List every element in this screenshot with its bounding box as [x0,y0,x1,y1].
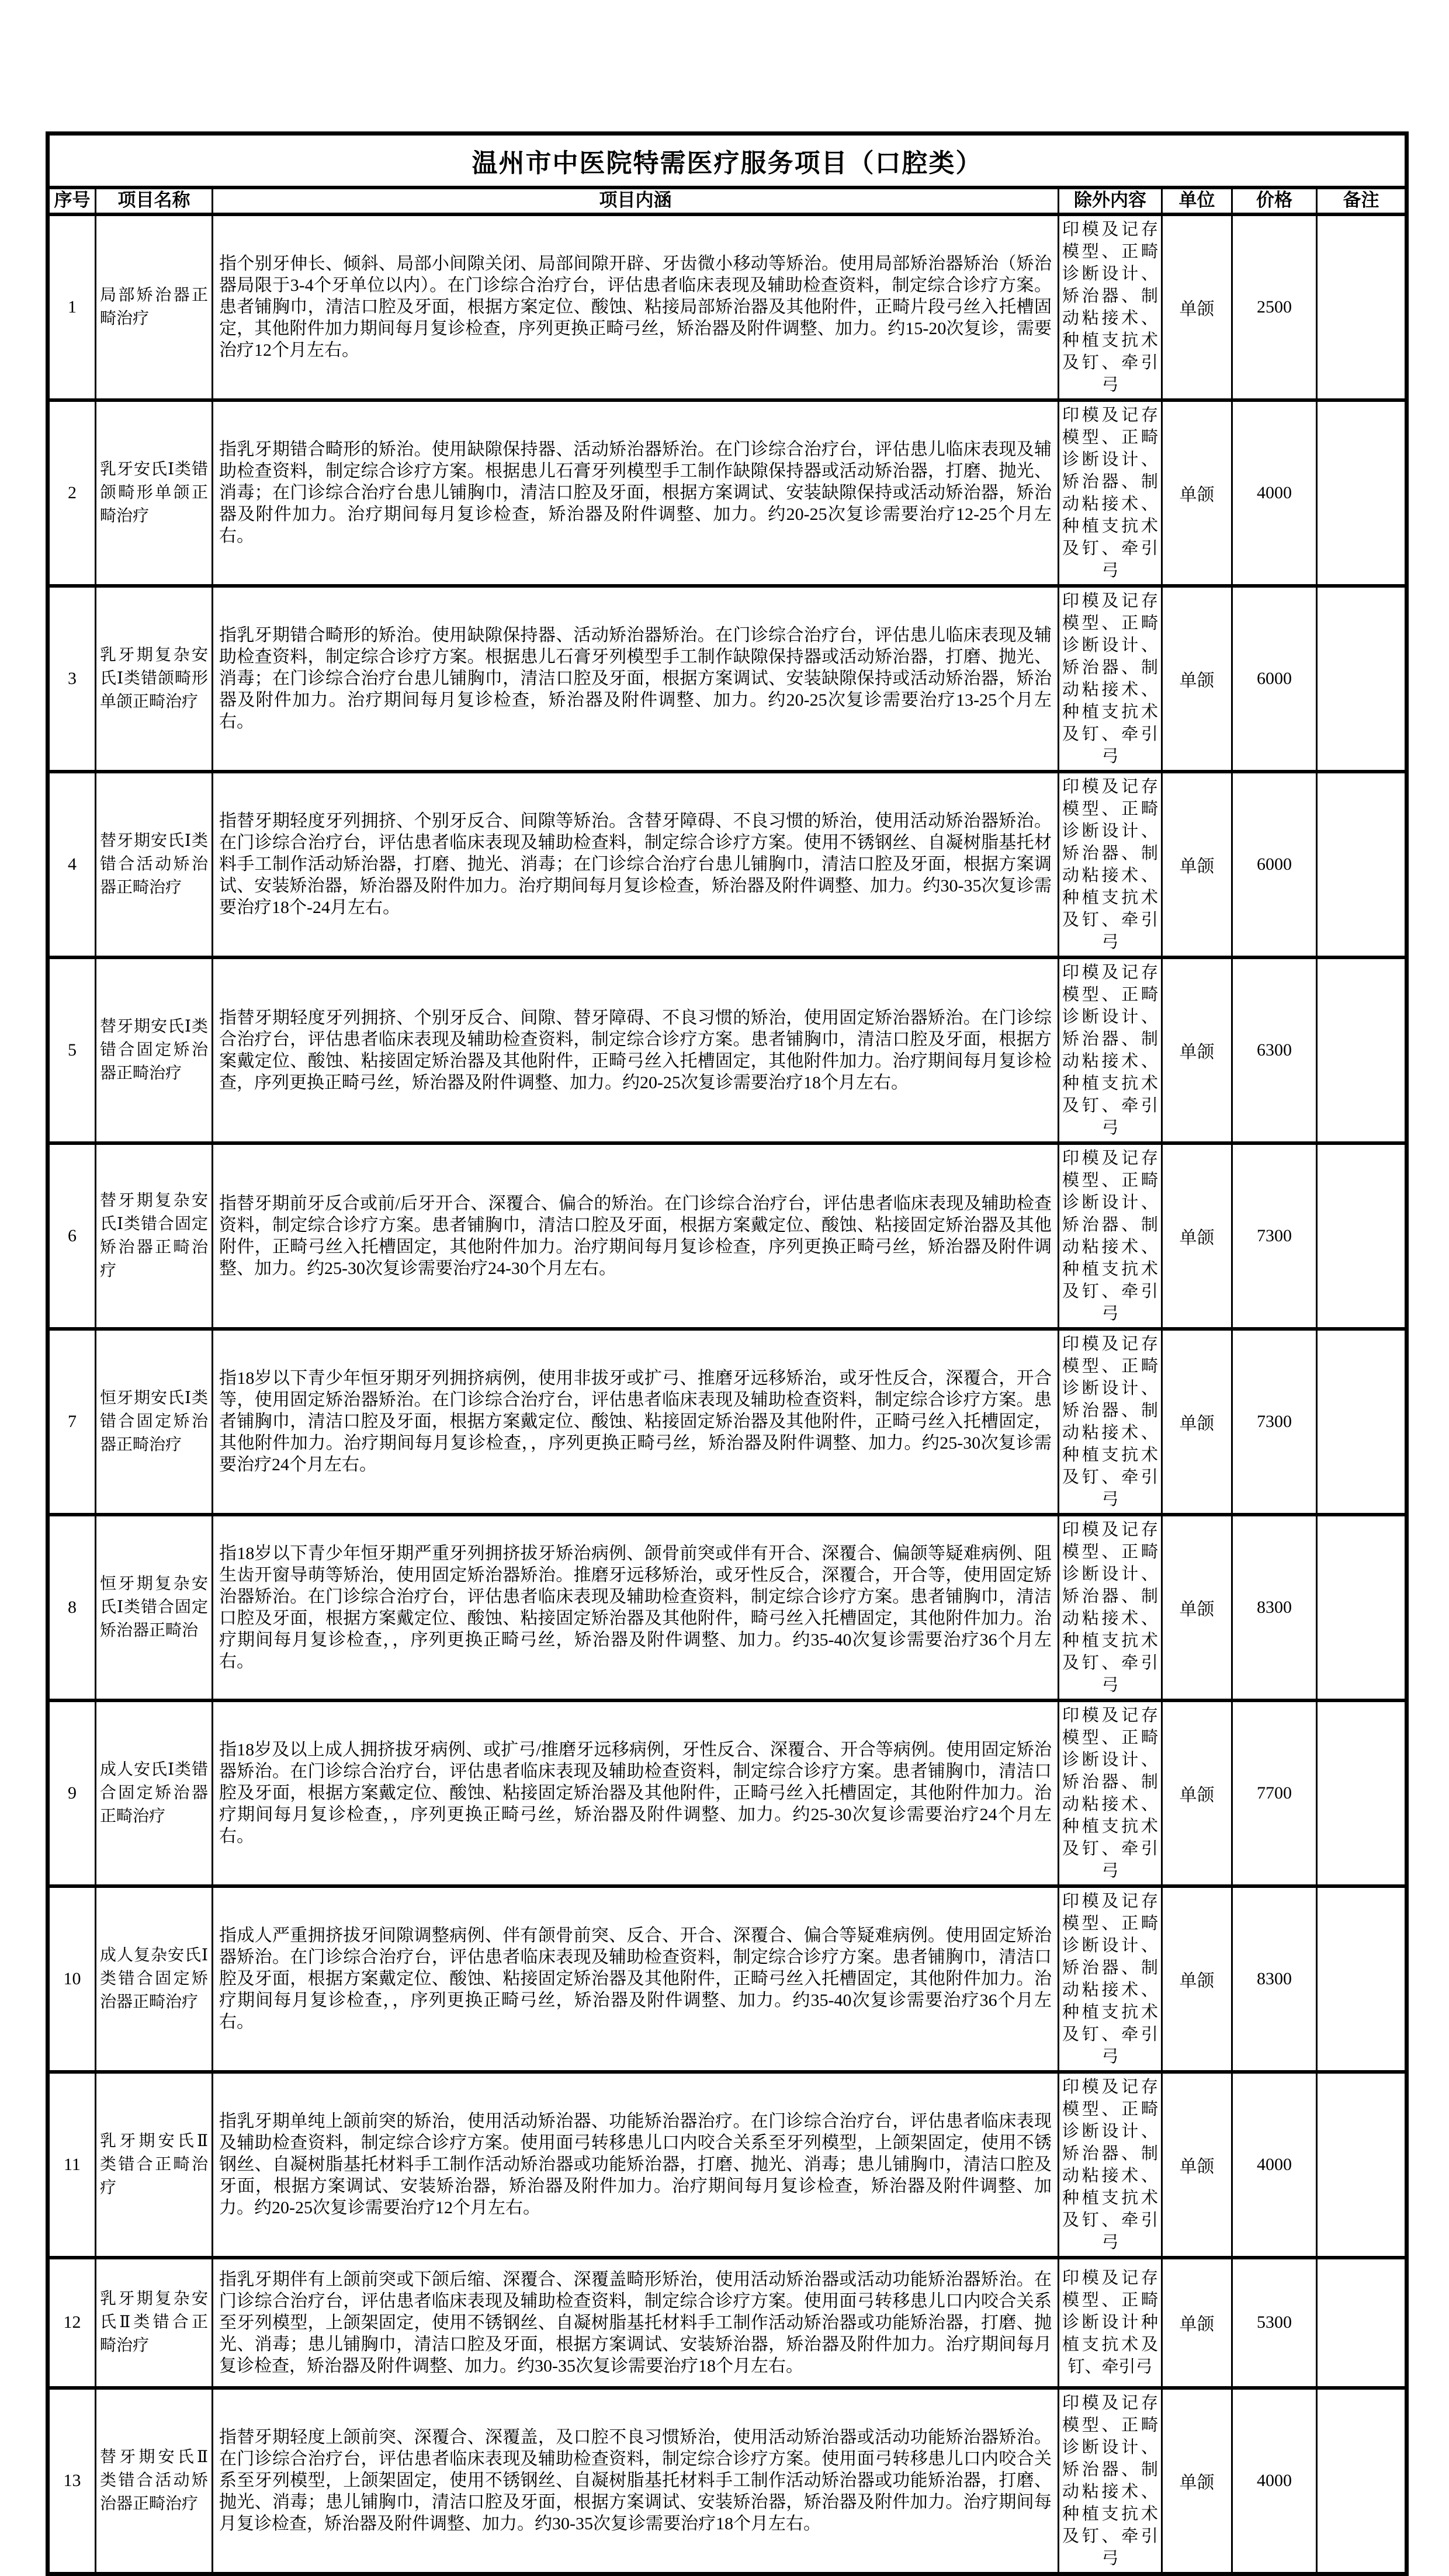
item-remark [1317,214,1407,400]
row-number: 2 [48,400,96,586]
item-content: 指乳牙期伴有上颌前突或下颌后缩、深覆合、深覆盖畸形矫治，使用活动矫治器或活动功能矫治器矫治。在门诊综合治疗台，评估患者临床表现及辅助检查资料，制定综合诊疗方案。使用面弓转移患儿口内咬合关系至牙列模型，上颌架固定，使用不锈钢丝、自凝树脂基托材料手工制作活动矫治器或功能矫治器，打磨、抛光、消毒；患儿铺胸巾，清洁口腔及牙面，根据方案调试、安装矫治器，矫治器及附件加力。治疗期间每月复诊检查，矫治器及附件调整、加力。约30-35次复诊需要治疗18个月左右。 [213,2258,1059,2388]
item-remark [1317,1329,1407,1515]
item-unit: 单颌 [1162,1329,1232,1515]
item-exclusion: 印模及记存模型、正畸诊断设计、矫治器、制动粘接术、种植支抗术及钉、牵引弓 [1059,1515,1162,1700]
table-row [48,1700,1407,1886]
table-header-row [48,188,1407,214]
row-number: 4 [48,772,96,957]
item-exclusion: 印模及记存模型、正畸诊断设计、矫治器、制动粘接术、种植支抗术及钉、牵引弓 [1059,400,1162,586]
item-content: 指18岁以下青少年恒牙期牙列拥挤病例，使用非拔牙或扩弓、推磨牙远移矫治，或牙性反合，深覆合，开合等，使用固定矫治器矫治。在门诊综合治疗台，评估患者临床表现及辅助检查资料，制定综合诊疗方案。患者铺胸巾，清洁口腔及牙面，根据方案戴定位、酸蚀、粘接固定矫治器及其他附件，正畸弓丝入托槽固定，其他附件加力。治疗期间每月复诊检查，，序列更换正畸弓丝，矫治器及附件调整、加力。约25-30次复诊需要治疗24个月左右。 [213,1329,1059,1515]
table-row [48,1515,1407,1700]
item-content: 指替牙期轻度牙列拥挤、个别牙反合、间隙、替牙障碍、不良习惯的矫治，使用固定矫治器矫治。在门诊综合治疗台，评估患者临床表现及辅助检查资料，制定综合诊疗方案。患者铺胸巾，清洁口腔及牙面，根据方案戴定位、酸蚀、粘接固定矫治器及其他附件，正畸弓丝入托槽固定，其他附件加力。治疗期间每月复诊检查，序列更换正畸弓丝，矫治器及附件调整、加力。约20-25次复诊需要治疗18个月左右。 [213,957,1059,1143]
item-price: 5300 [1232,2258,1317,2388]
item-name: 乳牙期复杂安氏Ⅰ类错颌畸形单颌正畸治疗 [96,586,213,772]
item-price: 6300 [1232,957,1317,1143]
item-name: 成人安氏Ⅰ类错合固定矫治器正畸治疗 [96,1700,213,1886]
item-exclusion: 印模及记存模型、正畸诊断设计、矫治器、制动粘接术、种植支抗术及钉、牵引弓 [1059,957,1162,1143]
row-number: 6 [48,1143,96,1329]
item-unit: 单颌 [1162,1515,1232,1700]
item-content: 指替牙期前牙反合或前/后牙开合、深覆合、偏合的矫治。在门诊综合治疗台，评估患者临床表现及辅助检查资料，制定综合诊疗方案。患者铺胸巾，清洁口腔及牙面，根据方案戴定位、酸蚀、粘接固定矫治器及其他附件，正畸弓丝入托槽固定，其他附件加力。治疗期间每月复诊检查，序列更换正畸弓丝，矫治器及附件调整、加力。约25-30次复诊需要治疗24-30个月左右。 [213,1143,1059,1329]
item-unit: 单颌 [1162,2388,1232,2574]
item-remark [1317,772,1407,957]
item-unit: 单颌 [1162,1143,1232,1329]
table-row [48,1329,1407,1515]
item-remark [1317,400,1407,586]
item-name: 恒牙期安氏Ⅰ类错合固定矫治器正畸治疗 [96,1329,213,1515]
item-remark [1317,957,1407,1143]
row-number: 1 [48,214,96,400]
item-unit: 单颌 [1162,1886,1232,2072]
item-unit: 单颌 [1162,400,1232,586]
item-name: 乳牙期复杂安氏Ⅱ类错合正畸治疗 [96,2258,213,2388]
row-number: 8 [48,1515,96,1700]
item-name: 局部矫治器正畸治疗 [96,214,213,400]
col-header-content: 项目内涵 [213,188,1059,214]
item-exclusion: 印模及记存模型、正畸诊断设计、矫治器、制动粘接术、种植支抗术及钉、牵引弓 [1059,214,1162,400]
item-name: 替牙期复杂安氏Ⅰ类错合固定矫治器正畸治疗 [96,1143,213,1329]
item-content: 指18岁及以上成人拥挤拔牙病例、或扩弓/推磨牙远移病例，牙性反合、深覆合、开合等病例。使用固定矫治器矫治。在门诊综合治疗台，评估患者临床表现及辅助检查资料，制定综合诊疗方案。患者铺胸巾，清洁口腔及牙面，根据方案戴定位、酸蚀、粘接固定矫治器及其他附件，正畸弓丝入托槽固定，其他附件加力。治疗期间每月复诊检查，，序列更换正畸弓丝，矫治器及附件调整、加力。约25-30次复诊需要治疗24个月左右。 [213,1700,1059,1886]
item-unit: 单颌 [1162,214,1232,400]
item-exclusion: 印模及记存模型、正畸诊断设计、矫治器、制动粘接术、种植支抗术及钉、牵引弓 [1059,2388,1162,2574]
item-content: 指替牙期轻度牙列拥挤、个别牙反合、间隙等矫治。含替牙障碍、不良习惯的矫治，使用活动矫治器矫治。在门诊综合治疗台，评估患者临床表现及辅助检查料，制定综合诊疗方案。使用不锈钢丝、自凝树脂基托材料手工制作活动矫治器，打磨、抛光、消毒；在门诊综合治疗台患儿铺胸巾，清洁口腔及牙面，根据方案调试、安装矫治器，矫治器及附件加力。治疗期间每月复诊检查，矫治器及附件调整、加力。约30-35次复诊需要治疗18个-24月左右。 [213,772,1059,957]
item-unit: 单颌 [1162,2072,1232,2258]
item-remark [1317,1515,1407,1700]
item-remark [1317,2388,1407,2574]
item-remark [1317,1143,1407,1329]
table-row [48,2388,1407,2574]
table-row [48,772,1407,957]
item-unit: 单颌 [1162,1700,1232,1886]
item-price: 8300 [1232,1515,1317,1700]
row-number: 3 [48,586,96,772]
item-exclusion: 印模及记存模型、正畸诊断设计、矫治器、制动粘接术、种植支抗术及钉、牵引弓 [1059,586,1162,772]
item-name: 乳牙安氏Ⅰ类错颌畸形单颌正畸治疗 [96,400,213,586]
col-header-name: 项目名称 [96,188,213,214]
row-number: 5 [48,957,96,1143]
item-price: 6000 [1232,586,1317,772]
table-row [48,1143,1407,1329]
col-header-unit: 单位 [1162,188,1232,214]
page-title: 温州市中医院特需医疗服务项目（口腔类） [48,134,1407,188]
row-number: 7 [48,1329,96,1515]
item-exclusion: 印模及记存模型、正畸诊断设计、矫治器、制动粘接术、种植支抗术及钉、牵引弓 [1059,1329,1162,1515]
row-number: 9 [48,1700,96,1886]
item-price: 4000 [1232,2388,1317,2574]
item-content: 指替牙期轻度上颌前突、深覆合、深覆盖，及口腔不良习惯矫治，使用活动矫治器或活动功能矫治器矫治。在门诊综合治疗台，评估患者临床表现及辅助检查资料，制定综合诊疗方案。使用面弓转移患儿口内咬合关系至牙列模型，上颌架固定，使用不锈钢丝、自凝树脂基托材料手工制作活动矫治器或功能矫治器，打磨、抛光、消毒；患儿铺胸巾，清洁口腔及牙面，根据方案调试、安装矫治器，矫治器及附件加力。治疗期间每月复诊检查，矫治器及附件调整、加力。约30-35次复诊需要治疗18个月左右。 [213,2388,1059,2574]
row-number: 13 [48,2388,96,2574]
item-remark [1317,2258,1407,2388]
item-name: 替牙期安氏Ⅰ类错合固定矫治器正畸治疗 [96,957,213,1143]
item-name: 乳牙期安氏Ⅱ类错合正畸治疗 [96,2072,213,2258]
item-exclusion: 印模及记存模型、正畸诊断设计种植支抗术及钉、牵引弓 [1059,2258,1162,2388]
item-price: 7700 [1232,1700,1317,1886]
row-number: 11 [48,2072,96,2258]
item-price: 7300 [1232,1143,1317,1329]
item-exclusion: 印模及记存模型、正畸诊断设计、矫治器、制动粘接术、种植支抗术及钉、牵引弓 [1059,1143,1162,1329]
item-unit: 单颌 [1162,957,1232,1143]
title-row [48,134,1407,188]
item-name: 恒牙期复杂安氏Ⅰ类错合固定矫治器正畸治 [96,1515,213,1700]
item-price: 7300 [1232,1329,1317,1515]
item-price: 4000 [1232,400,1317,586]
item-remark [1317,1886,1407,2072]
item-unit: 单颌 [1162,2258,1232,2388]
table-row [48,400,1407,586]
item-exclusion: 印模及记存模型、正畸诊断设计、矫治器、制动粘接术、种植支抗术及钉、牵引弓 [1059,2072,1162,2258]
item-exclusion: 印模及记存模型、正畸诊断设计、矫治器、制动粘接术、种植支抗术及钉、牵引弓 [1059,1700,1162,1886]
table-body [48,214,1407,2574]
item-remark [1317,1700,1407,1886]
row-number: 10 [48,1886,96,2072]
item-price: 2500 [1232,214,1317,400]
item-price: 6000 [1232,772,1317,957]
col-header-remark: 备注 [1317,188,1407,214]
item-name: 替牙期安氏Ⅰ类错合活动矫治器正畸治疗 [96,772,213,957]
table-row [48,2258,1407,2388]
item-content: 指乳牙期单纯上颌前突的矫治，使用活动矫治器、功能矫治器治疗。在门诊综合治疗台，评估患者临床表现及辅助检查资料，制定综合诊疗方案。使用面弓转移患儿口内咬合关系至牙列模型，上颌架固定，使用不锈钢丝、自凝树脂基托材料手工制作活动矫治器或功能矫治器，打磨、抛光、消毒；患儿铺胸巾，清洁口腔及牙面，根据方案调试、安装矫治器，矫治器及附件加力。治疗期间每月复诊检查，矫治器及附件调整、加力。约20-25次复诊需要治疗12个月左右。 [213,2072,1059,2258]
item-unit: 单颌 [1162,772,1232,957]
item-remark [1317,2072,1407,2258]
item-content: 指个别牙伸长、倾斜、局部小间隙关闭、局部间隙开辟、牙齿微小移动等矫治。使用局部矫治器矫治（矫治器局限于3-4个牙单位以内）。在门诊综合治疗台，评估患者临床表现及辅助检查资料，制定综合诊疗方案。患者铺胸巾，清洁口腔及牙面，根据方案定位、酸蚀、粘接局部矫治器及其他附件，正畸片段弓丝入托槽固定，其他附件加力期间每月复诊检查，序列更换正畸弓丝，矫治器及附件调整、加力。约15-20次复诊，需要治疗12个月左右。 [213,214,1059,400]
item-name: 成人复杂安氏Ⅰ类错合固定矫治器正畸治疗 [96,1886,213,2072]
item-content: 指18岁以下青少年恒牙期严重牙列拥挤拔牙矫治病例、颌骨前突或伴有开合、深覆合、偏颌等疑难病例、阻生齿开窗导萌等矫治，使用固定矫治器矫治。推磨牙远移矫治，或牙性反合，深覆合，开合等，使用固定矫治器矫治。在门诊综合治疗台，评估患者临床表现及辅助检查资料，制定综合诊疗方案。患者铺胸巾，清洁口腔及牙面，根据方案戴定位、酸蚀、粘接固定矫治器及其他附件，畸弓丝入托槽固定，其他附件加力。治疗期间每月复诊检查，，序列更换正畸弓丝，矫治器及附件调整、加力。约35-40次复诊需要治疗36个月左右。 [213,1515,1059,1700]
item-content: 指乳牙期错合畸形的矫治。使用缺隙保持器、活动矫治器矫治。在门诊综合治疗台，评估患儿临床表现及辅助检查资料，制定综合诊疗方案。根据患儿石膏牙列模型手工制作缺隙保持器或活动矫治器，打磨、抛光、消毒；在门诊综合治疗台患儿铺胸巾，清洁口腔及牙面，根据方案调试、安装缺隙保持或活动矫治器，矫治器及附件加力。治疗期间每月复诊检查，矫治器及附件调整、加力。约20-25次复诊需要治疗13-25个月左右。 [213,586,1059,772]
col-header-no: 序号 [48,188,96,214]
table-row [48,957,1407,1143]
item-price: 4000 [1232,2072,1317,2258]
table-row [48,586,1407,772]
item-name: 替牙期安氏Ⅱ类错合活动矫治器正畸治疗 [96,2388,213,2574]
item-content: 指成人严重拥挤拔牙间隙调整病例、伴有颌骨前突、反合、开合、深覆合、偏合等疑难病例。使用固定矫治器矫治。在门诊综合治疗台，评估患者临床表现及辅助检查资料，制定综合诊疗方案。患者铺胸巾，清洁口腔及牙面，根据方案戴定位、酸蚀、粘接固定矫治器及其他附件，正畸弓丝入托槽固定，其他附件加力。治疗期间每月复诊检查，，序列更换正畸弓丝，矫治器及附件调整、加力。约35-40次复诊需要治疗36个月左右。 [213,1886,1059,2072]
row-number: 12 [48,2258,96,2388]
col-header-exclusion: 除外内容 [1059,188,1162,214]
table-row [48,1886,1407,2072]
table-row [48,2072,1407,2258]
table-row [48,214,1407,400]
item-price: 8300 [1232,1886,1317,2072]
item-exclusion: 印模及记存模型、正畸诊断设计、矫治器、制动粘接术、种植支抗术及钉、牵引弓 [1059,772,1162,957]
col-header-price: 价格 [1232,188,1317,214]
fee-schedule-table [46,131,1409,2576]
item-remark [1317,586,1407,772]
item-exclusion: 印模及记存模型、正畸诊断设计、矫治器、制动粘接术、种植支抗术及钉、牵引弓 [1059,1886,1162,2072]
item-unit: 单颌 [1162,586,1232,772]
item-content: 指乳牙期错合畸形的矫治。使用缺隙保持器、活动矫治器矫治。在门诊综合治疗台，评估患儿临床表现及辅助检查资料，制定综合诊疗方案。根据患儿石膏牙列模型手工制作缺隙保持器或活动矫治器，打磨、抛光、消毒；在门诊综合治疗台患儿铺胸巾，清洁口腔及牙面，根据方案调试、安装缺隙保持或活动矫治器，矫治器及附件加力。治疗期间每月复诊检查，矫治器及附件调整、加力。约20-25次复诊需要治疗12-25个月左右。 [213,400,1059,586]
